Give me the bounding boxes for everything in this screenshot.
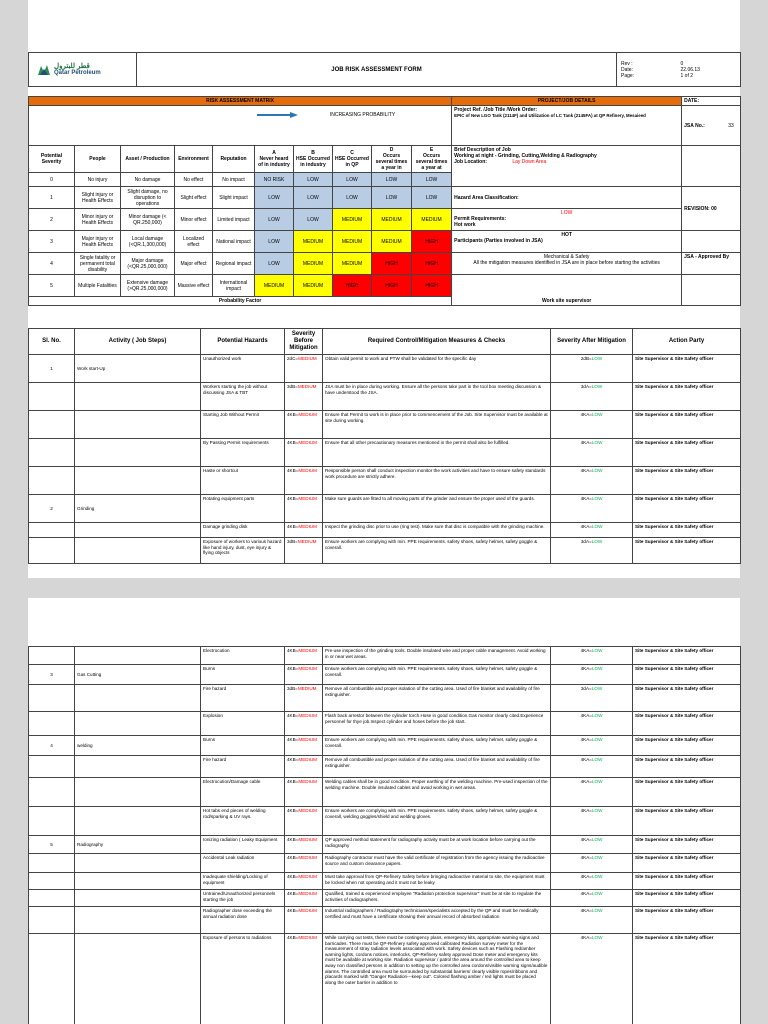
logo-cell xyxy=(29,53,137,87)
table-row xyxy=(29,712,741,736)
hazard: Burns xyxy=(201,665,285,685)
risk-cell: MEDIUM xyxy=(372,209,412,231)
risk-cell: MEDIUM xyxy=(333,209,372,231)
sl-no xyxy=(29,538,75,564)
prob-col-e: E Occurs several times a year at xyxy=(412,146,452,173)
matrix-row-2: 2 Minor injury or Health Effects Minor damage (< QR.250,000) Minor effect Limited impact LOW LOW MEDIUM MEDIUM MEDIUM LOW Permit Requirements: Hot work xyxy=(29,209,741,231)
risk-matrix-section xyxy=(28,96,741,306)
severity-before: 3dB=MEDIUM xyxy=(285,685,323,712)
qatar-petroleum-logo-icon xyxy=(37,64,51,76)
jsa-body-page-2 xyxy=(29,647,741,1024)
sl-no xyxy=(29,647,75,665)
sl-no: 5 xyxy=(29,836,75,854)
action-party: Site Supervisor & Site Safety officer xyxy=(633,778,741,807)
mitigation-measure: Pre-use inspection of the grinding tools. Double insulated wire and proper cable management. Avoid working in or near wet areas. xyxy=(323,647,551,665)
risk-cell: HIGH xyxy=(372,275,412,297)
mitigation-measure: Ensure workers are complying with min. PPE requirements. safety shoes, safety helmet, safety goggle & coverall. xyxy=(323,538,551,564)
severity-after: 2dB=LOW xyxy=(551,355,633,383)
sl-no xyxy=(29,383,75,411)
severity-before: 4KB=MEDIUM xyxy=(285,439,323,467)
table-row xyxy=(29,411,741,439)
severity-before: 4KB=MEDIUM xyxy=(285,647,323,665)
severity-after: 4KA=LOW xyxy=(551,467,633,495)
jsa-table-continued xyxy=(28,646,741,1024)
risk-cell: HIGH xyxy=(412,253,452,275)
activity: Work start-Up xyxy=(75,355,201,383)
severity-before: 4KB=MEDIUM xyxy=(285,495,323,523)
page-label: Page: xyxy=(621,72,635,79)
severity-after: 4KA=LOW xyxy=(551,756,633,778)
table-row xyxy=(29,383,741,411)
severity-before: 4KB=MEDIUM xyxy=(285,836,323,854)
hazard: Hot tabs end pieces of welding rod/sparking & UV rays. xyxy=(201,807,285,836)
action-party: Site Supervisor & Site Safety officer xyxy=(633,836,741,854)
hazard: Starting Job Without Permit xyxy=(201,411,285,439)
activity xyxy=(75,467,201,495)
revision: REVISION: 00 xyxy=(682,187,741,231)
hazard: Workers starting the job without discussing JSA & TBT xyxy=(201,383,285,411)
hazard: Fire hazard xyxy=(201,685,285,712)
work-site-supervisor: Work site supervisor xyxy=(541,298,592,304)
activity xyxy=(75,523,201,538)
jsa-table xyxy=(28,328,741,564)
risk-cell: MEDIUM xyxy=(294,275,333,297)
table-row xyxy=(29,523,741,538)
table-row xyxy=(29,685,741,712)
activity: Gas Cutting xyxy=(75,665,201,685)
table-row xyxy=(29,467,741,495)
activity xyxy=(75,873,201,890)
action-party: Site Supervisor & Site Safety officer xyxy=(633,907,741,934)
action-party: Site Supervisor & Site Safety officer xyxy=(633,495,741,523)
hazard: Exposure of persons to radiations xyxy=(201,934,285,1024)
severity-before: 4KB=MEDIUM xyxy=(285,854,323,873)
action-party: Site Supervisor & Site Safety officer xyxy=(633,934,741,1024)
mitigation-measure: Remove all combustible and proper isolation of the cutting area. Used of fire blanket and availability of fire extinguisher. xyxy=(323,756,551,778)
risk-cell: LOW xyxy=(294,187,333,209)
col-severity-after: Severity After Mitigation xyxy=(551,329,633,355)
rev-label: Rev : xyxy=(621,60,633,67)
action-party: Site Supervisor & Site Safety officer xyxy=(633,355,741,383)
hazard: Radiographer dose exceeding the annual radiation dose xyxy=(201,907,285,934)
project-details-title: PROJECT/JOB DETAILS xyxy=(452,97,682,106)
sl-no xyxy=(29,467,75,495)
jsa-no: JSA No.: 33 xyxy=(682,106,741,146)
action-party: Site Supervisor & Site Safety officer xyxy=(633,756,741,778)
table-row xyxy=(29,890,741,907)
activity xyxy=(75,439,201,467)
activity xyxy=(75,685,201,712)
participants-value: Mechanical & Safety All the mitigation measures identified in JSA are in place before starting the activities xyxy=(452,253,682,275)
hazard: By Passing Permit requirements xyxy=(201,439,285,467)
risk-cell: LOW xyxy=(294,209,333,231)
risk-cell: MEDIUM xyxy=(294,253,333,275)
activity xyxy=(75,538,201,564)
table-row xyxy=(29,665,741,685)
action-party: Site Supervisor & Site Safety officer xyxy=(633,439,741,467)
col-reputation: Reputation xyxy=(213,146,255,173)
sl-no xyxy=(29,807,75,836)
severity-after: 4KA=LOW xyxy=(551,736,633,756)
action-party: Site Supervisor & Site Safety officer xyxy=(633,647,741,665)
severity-after: 4KA=LOW xyxy=(551,836,633,854)
action-party: Site Supervisor & Site Safety officer xyxy=(633,523,741,538)
mitigation-measure: Make sure guards are fitted to all moving parts of the grinder and ensure the proper used of the guards. xyxy=(323,495,551,523)
logo-text: قطر للبترول Qatar Petroleum xyxy=(54,62,101,76)
matrix-row-1: 1 Slight injury or Health Effects Slight damage, no disruption to operations Slight effect Slight impact LOW LOW LOW LOW LOW Hazard Area Classification: REVISION: 00 xyxy=(29,187,741,209)
severity-before: 4KB=MEDIUM xyxy=(285,807,323,836)
severity-after: 4KA=LOW xyxy=(551,665,633,685)
prob-col-b: B HSE Occurred in industry xyxy=(294,146,333,173)
hazard: Fire hazard xyxy=(201,756,285,778)
col-environment: Environment xyxy=(175,146,213,173)
severity-after: 4KA=LOW xyxy=(551,873,633,890)
sl-no xyxy=(29,854,75,873)
document-page-1 xyxy=(28,0,740,578)
hazard: Rotating equipment parts xyxy=(201,495,285,523)
col-asset: Asset / Production xyxy=(121,146,175,173)
severity-after: 4KA=LOW xyxy=(551,778,633,807)
severity-before: 3dB=MEDIUM xyxy=(285,538,323,564)
action-party: Site Supervisor & Site Safety officer xyxy=(633,736,741,756)
severity-after: 4KA=LOW xyxy=(551,854,633,873)
risk-cell: HIGH xyxy=(372,253,412,275)
mitigation-measure: Inspect the grinding disc prior to use (ring test). Make sure that disc is compatible with the grinding machine. xyxy=(323,523,551,538)
jsa-body-page-1 xyxy=(29,355,741,564)
hazard: Inadequate shielding/Locking of equipment xyxy=(201,873,285,890)
action-party: Site Supervisor & Site Safety officer xyxy=(633,665,741,685)
table-row xyxy=(29,647,741,665)
action-party: Site Supervisor & Site Safety officer xyxy=(633,873,741,890)
sl-no: 3 xyxy=(29,665,75,685)
sl-no xyxy=(29,873,75,890)
risk-cell: MEDIUM xyxy=(372,231,412,253)
severity-after: 4KA=LOW xyxy=(551,807,633,836)
severity-before: 4KB=MEDIUM xyxy=(285,778,323,807)
activity xyxy=(75,934,201,1024)
sl-no xyxy=(29,907,75,934)
action-party: Site Supervisor & Site Safety officer xyxy=(633,467,741,495)
table-row xyxy=(29,778,741,807)
jsa-header-row xyxy=(29,329,741,355)
brief-description: Brief Description of Job Working at night - Grinding, Cutting,Welding & Radiography Job Location: Lay Down Area xyxy=(452,146,682,187)
risk-cell: LOW xyxy=(255,253,294,275)
action-party: Site Supervisor & Site Safety officer xyxy=(633,383,741,411)
risk-cell: MEDIUM xyxy=(333,231,372,253)
col-hazards: Potential Hazards xyxy=(201,329,285,355)
activity xyxy=(75,756,201,778)
table-row xyxy=(29,756,741,778)
mitigation-measure: Qualified, trained & experienced employee "Radiation protection supervisor" must be at site to regulate the activities of radiographers. xyxy=(323,890,551,907)
severity-before: 4KB=MEDIUM xyxy=(285,873,323,890)
action-party: Site Supervisor & Site Safety officer xyxy=(633,712,741,736)
severity-after: 4KA=LOW xyxy=(551,907,633,934)
severity-before: 4KB=MEDIUM xyxy=(285,907,323,934)
severity-before: 3dB=MEDIUM xyxy=(285,383,323,411)
document-page-2 xyxy=(28,598,740,1024)
sl-no xyxy=(29,685,75,712)
table-row xyxy=(29,836,741,854)
sl-no xyxy=(29,712,75,736)
hazard: Electrocution/Damage cable xyxy=(201,778,285,807)
mitigation-measure: Must take approval from QP-Refinery Safety before bringing radioactive material to site, the equipment must be locked when not operating and it must not be leaky xyxy=(323,873,551,890)
risk-cell: LOW xyxy=(255,187,294,209)
sl-no: 1 xyxy=(29,355,75,383)
prob-col-d: D Occurs several times a year in xyxy=(372,146,412,173)
risk-cell: MEDIUM xyxy=(333,253,372,275)
date-value: 22.06.13 xyxy=(680,66,700,73)
page-value: 1 of 2 xyxy=(680,72,694,79)
arrow-right-icon xyxy=(257,112,299,118)
risk-cell: LOW xyxy=(372,187,412,209)
activity xyxy=(75,411,201,439)
risk-cell: HIGH xyxy=(412,231,452,253)
severity-before: 4KB=MEDIUM xyxy=(285,756,323,778)
sl-no: 2 xyxy=(29,495,75,523)
risk-cell: LOW xyxy=(255,209,294,231)
col-severity-before: Severity Before Mitigation xyxy=(285,329,323,355)
mitigation-measure: Remove all combustible and proper isolation of the cutting area. Used of fire blanket and availability of fire extinguisher. xyxy=(323,685,551,712)
sl-no xyxy=(29,439,75,467)
severity-after: 4KA=LOW xyxy=(551,495,633,523)
mitigation-measure: While carrying out tests, there must be contingency plans, emergency kits, appropriate warning signs and barricades. There must be QP-Refinery safety approved calibrated Radiation survey meter for the measurement of stray radiation levels associated with work. Safety devices such as Flashing red/amber warning lights, cordons notices, interlocks, QP-Refinery safety approved Dose meter and emergency kits must be available at working site. Radiation supervisor / patrol the area around the controlled area to keep away non classified persons in addition to setting up the controlled area cordons/visible warning signs/audible alarms. The controlled area must be surrounded by substantial barriers/ clearly visible ropes/ribbons and placards marked with "Danger Radiation---keep out". Colored flashing amber / red lights must be placed along the outer barrier in addition to xyxy=(323,934,551,1024)
severity-before: 4KB=MEDIUM xyxy=(285,934,323,1024)
risk-cell: MEDIUM xyxy=(294,231,333,253)
activity xyxy=(75,854,201,873)
sl-no: 4 xyxy=(29,736,75,756)
activity xyxy=(75,712,201,736)
hazard: Exposure of workers to various hazard like hand injury, dust, eye injury & flying objects xyxy=(201,538,285,564)
hazard: Untrained/Unauthorized personnels starting the job xyxy=(201,890,285,907)
severity-after: 4KA=LOW xyxy=(551,934,633,1024)
prob-col-a: A Never heard of in industry xyxy=(255,146,294,173)
hazard: Damage grinding disk xyxy=(201,523,285,538)
risk-matrix-title: RISK ASSESSMENT MATRIX xyxy=(29,97,452,106)
mitigation-measure: Radiography contractor must have the valid certificate of registration from the agency issuing the radioactive source and custom clearance papers. xyxy=(323,854,551,873)
mitigation-measure: Ensure workers are complying with min. PPE requirements. safety shoes, safety helmet, safety goggle & coverall, welding goggles/shield and welding gloves. xyxy=(323,807,551,836)
form-header xyxy=(28,52,741,87)
severity-before: 4KB=MEDIUM xyxy=(285,890,323,907)
table-row xyxy=(29,495,741,523)
table-row xyxy=(29,854,741,873)
severity-after: 4KA=LOW xyxy=(551,647,633,665)
severity-after: 4KA=LOW xyxy=(551,890,633,907)
table-row xyxy=(29,439,741,467)
risk-cell: LOW xyxy=(412,187,452,209)
mitigation-measure: Flash back arrestor between the cylinder torch.Hose in good condition.Gas monitor clearly cited.Experience personnel for thye job.Inspect cylinder and hoses before the job start. xyxy=(323,712,551,736)
table-row xyxy=(29,873,741,890)
risk-cell: LOW xyxy=(412,173,452,187)
hazard: Haste or shortcut xyxy=(201,467,285,495)
activity xyxy=(75,907,201,934)
activity: Radiography xyxy=(75,836,201,854)
col-people: People xyxy=(75,146,121,173)
mitigation-measure: Obtain valid permit to work and PTW shall be validated for the specific day xyxy=(323,355,551,383)
sl-no xyxy=(29,523,75,538)
mitigation-measure: Ensure workers are complying with min. PPE requirements. safety shoes, safety helmet, safety goggle & coverall. xyxy=(323,665,551,685)
matrix-row-0: 0 No injury No damage No effect No impact NO RISK LOW LOW LOW LOW xyxy=(29,173,741,187)
table-row xyxy=(29,355,741,383)
action-party: Site Supervisor & Site Safety officer xyxy=(633,854,741,873)
risk-cell: HIGH xyxy=(333,275,372,297)
mitigation-measure: QP approved method statement for radiography activity must be at work location before carrying out the radiography xyxy=(323,836,551,854)
permit-requirements: LOW Permit Requirements: Hot work xyxy=(452,209,682,231)
project-ref: Project Ref. /Job Title /Work Order: EPIC of New LGO Tank (2114F) and Utilization of LC Tank (2145FA) at QP Refinery, Mesaieed xyxy=(452,106,682,146)
activity: Grinding xyxy=(75,495,201,523)
action-party: Site Supervisor & Site Safety officer xyxy=(633,685,741,712)
table-row xyxy=(29,934,741,1024)
prob-col-c: C HSE Occurred in QP xyxy=(333,146,372,173)
mitigation-measure: Industrial radiographers / Radiography technicians/specialists accepted by the QP and must be medically certified and must have a certificate showing their annual record of absorbed radiation xyxy=(323,907,551,934)
severity-before: 4KB=MEDIUM xyxy=(285,712,323,736)
table-row xyxy=(29,807,741,836)
severity-before: 4KB=MEDIUM xyxy=(285,665,323,685)
action-party: Site Supervisor & Site Safety officer xyxy=(633,890,741,907)
participants: HOT Participants (Parties involved in JSA) xyxy=(452,231,682,253)
risk-cell: MEDIUM xyxy=(255,275,294,297)
risk-cell: LOW xyxy=(333,187,372,209)
rev-value: 0 xyxy=(680,60,684,67)
action-party: Site Supervisor & Site Safety officer xyxy=(633,807,741,836)
mitigation-measure: Welding cables shall be in good condition. Proper earthing of the welding machine. Pre-used inspection of the welding machine. Double insulated cables and avoid working in wet areas. xyxy=(323,778,551,807)
col-sl-no: Sl. No. xyxy=(29,329,75,355)
severity-before: 4KB=MEDIUM xyxy=(285,523,323,538)
activity xyxy=(75,807,201,836)
hazard: Explosion xyxy=(201,712,285,736)
col-measures: Required Control/Mitigation Measures & Checks xyxy=(323,329,551,355)
sl-no xyxy=(29,411,75,439)
table-row xyxy=(29,736,741,756)
action-party: Site Supervisor & Site Safety officer xyxy=(633,538,741,564)
jsa-approved-by: JSA - Approved By xyxy=(682,253,741,275)
severity-before: 4KB=MEDIUM xyxy=(285,736,323,756)
risk-cell: MEDIUM xyxy=(412,209,452,231)
sl-no xyxy=(29,778,75,807)
severity-before: 2dC=MEDIUM xyxy=(285,355,323,383)
increasing-probability: INCREASING PROBABILITY xyxy=(255,106,452,146)
hazard: Unauthorized work xyxy=(201,355,285,383)
mitigation-measure: JSA must be in place during working. Ensure all the persons take part in the tool box meeting discussion & have understood the JSA. xyxy=(323,383,551,411)
date-label: Date: xyxy=(621,66,633,73)
severity-after: 3dA=LOW xyxy=(551,538,633,564)
hazard: Electrocution xyxy=(201,647,285,665)
risk-cell: LOW xyxy=(294,173,333,187)
table-row xyxy=(29,538,741,564)
risk-cell: LOW xyxy=(255,231,294,253)
date-field-label: DATE: xyxy=(682,97,741,106)
matrix-row-3: 3 Major injury or Health Effects Local damage (<QR.1,300,000) Localized effect National impact LOW MEDIUM MEDIUM MEDIUM HIGH HOT Participants (Parties involved in JSA) xyxy=(29,231,741,253)
hazard: Accidental Leak radiation xyxy=(201,854,285,873)
severity-before: 4KB=MEDIUM xyxy=(285,411,323,439)
severity-before: 4KB=MEDIUM xyxy=(285,467,323,495)
severity-after: 3dA=LOW xyxy=(551,685,633,712)
activity xyxy=(75,383,201,411)
risk-cell: HIGH xyxy=(412,275,452,297)
risk-cell: NO RISK xyxy=(255,173,294,187)
probability-factor: Probability Factor xyxy=(29,297,452,306)
hazard: Ionizing radiation ( Leaky Equipment xyxy=(201,836,285,854)
mitigation-measure: Ensure workers are complying with min. PPE requirements. safety shoes, safety helmet, safety goggle & coverall. xyxy=(323,736,551,756)
col-action-party: Action Party xyxy=(633,329,741,355)
sl-no xyxy=(29,934,75,1024)
form-title: JOB RISK ASSESSMENT FORM xyxy=(137,53,617,87)
activity xyxy=(75,778,201,807)
mitigation-measure: Ensure that Permit to work is in place prior to commencement of the Job. Site Supervisor must be available at site during working. xyxy=(323,411,551,439)
activity xyxy=(75,890,201,907)
action-party: Site Supervisor & Site Safety officer xyxy=(633,411,741,439)
hazard-area-label: Hazard Area Classification: xyxy=(452,187,682,209)
severity-after: 4KA=LOW xyxy=(551,712,633,736)
col-activity: Activity ( Job Steps) xyxy=(75,329,201,355)
severity-after: 4KA=LOW xyxy=(551,439,633,467)
activity xyxy=(75,647,201,665)
severity-after: 4KA=LOW xyxy=(551,523,633,538)
matrix-row-5: 5 Multiple Fatalities Extensive damage (>QR.25,000,000) Massive effect International impact MEDIUM MEDIUM HIGH HIGH HIGH Work site supervisor xyxy=(29,275,741,297)
hazard: Burns xyxy=(201,736,285,756)
activity: welding xyxy=(75,736,201,756)
risk-cell: LOW xyxy=(333,173,372,187)
mitigation-measure: Ensure that all other precautionary measures mentioned in the permit shall also be fulfilled. xyxy=(323,439,551,467)
severity-after: 3dA=LOW xyxy=(551,383,633,411)
form-meta xyxy=(617,53,741,87)
table-row xyxy=(29,907,741,934)
matrix-row-4: 4 Single fatality or permanent total disability Major damage (<QR.25,000,000) Major effect Regional impact LOW MEDIUM MEDIUM HIGH HIGH Mechanical & Safety All the mitigation measures identified in JSA are in place before starting the activities JSA - Approved By xyxy=(29,253,741,275)
mitigation-measure: Responsible person shall conduct inspection monitor the work activities and have to ensure safety standards work procedure are strictly adhere. xyxy=(323,467,551,495)
sl-no xyxy=(29,890,75,907)
risk-cell: LOW xyxy=(372,173,412,187)
severity-after: 4KA=LOW xyxy=(551,411,633,439)
sl-no xyxy=(29,756,75,778)
col-potential-severity: Potential Severity xyxy=(29,146,75,173)
